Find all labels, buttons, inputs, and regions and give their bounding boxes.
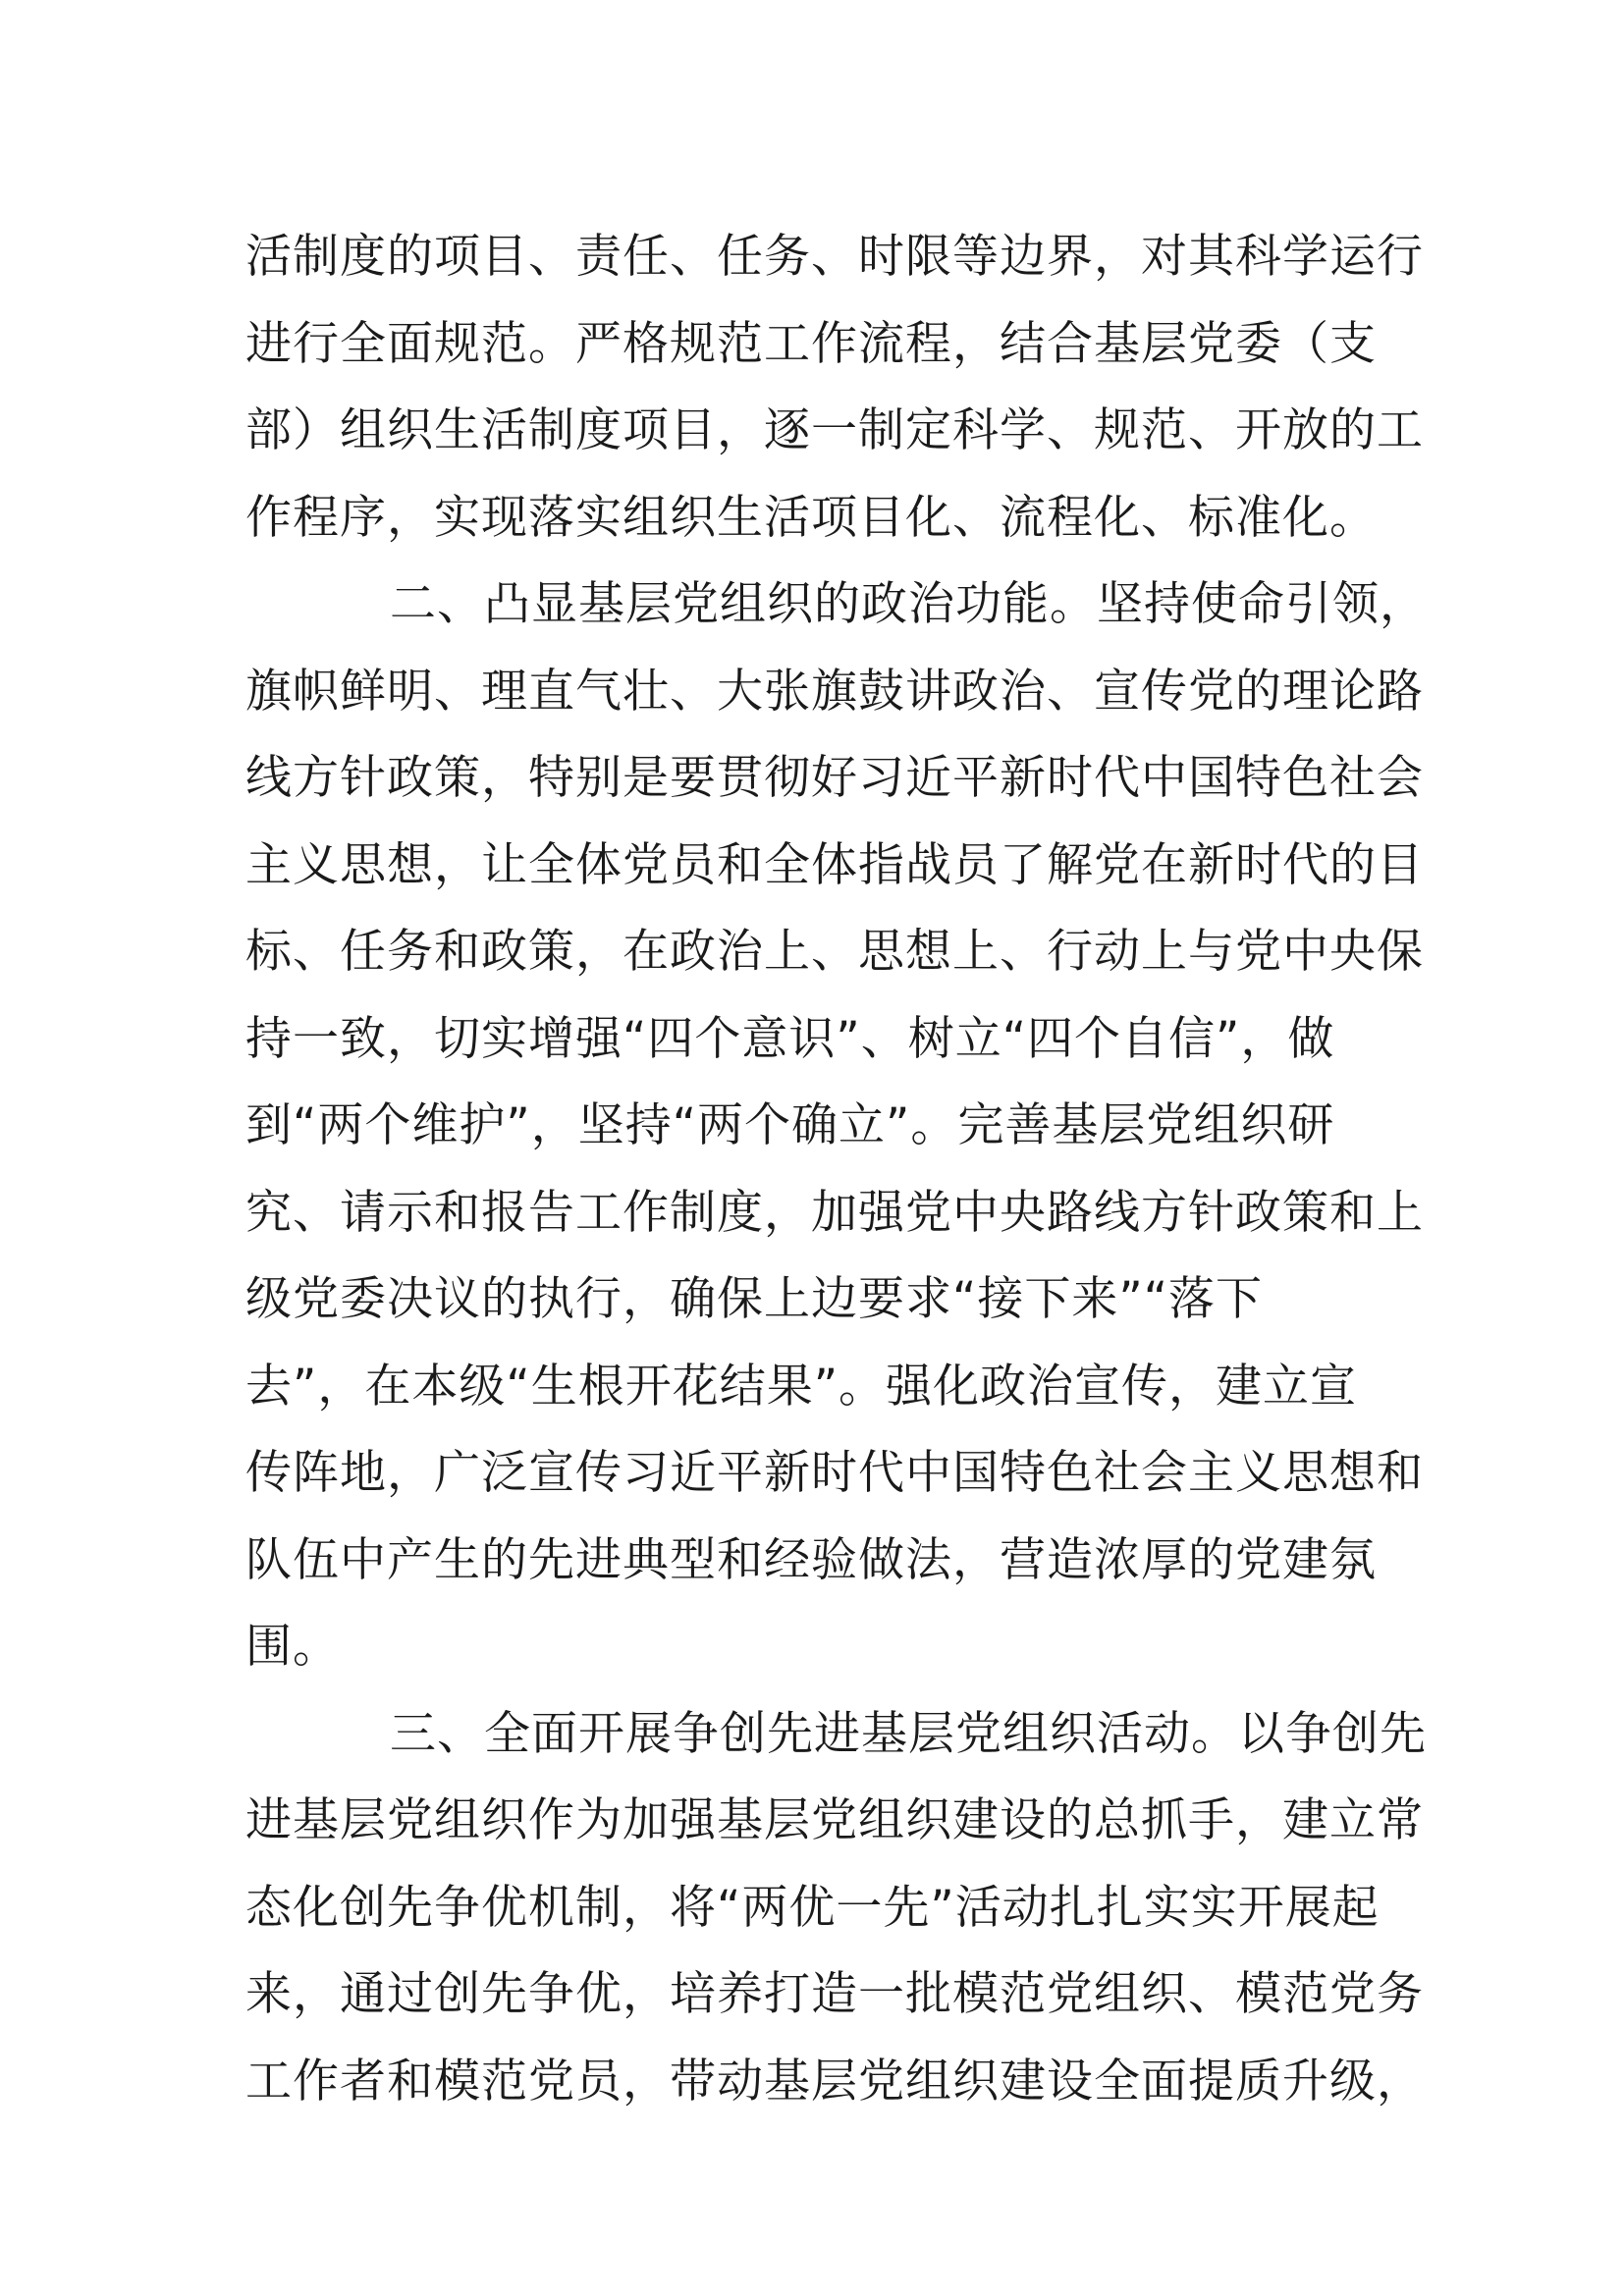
text-line: 部）组织生活制度项目，逐一制定科学、规范、开放的工 — [245, 403, 1424, 457]
text-line: 主义思想，让全体党员和全体指战员了解党在新时代的目 — [245, 837, 1424, 892]
text-line: 来，通过创先争优，培养打造一批模范党组织、模范党务 — [245, 1967, 1424, 2021]
text-line: 进基层党组织作为加强基层党组织建设的总抓手，建立常 — [245, 1793, 1424, 1847]
document-body — [245, 214, 1427, 2125]
text-line: 工作者和模范党员，带动基层党组织建设全面提质升级， — [245, 2054, 1424, 2109]
text-line: 级党委决议的执行，确保上边要求“接下来”“落下 — [245, 1272, 1264, 1326]
text-line: 队伍中产生的先进典型和经验做法，营造浓厚的党建氛 — [245, 1532, 1377, 1587]
text-line: 态化创先争优机制，将“两优一先”活动扎扎实实开展起 — [245, 1880, 1380, 1935]
text-line: 持一致，切实增强“四个意识”、树立“四个自信”，做 — [245, 1011, 1335, 1066]
section-2-heading-line: 二、凸显基层党组织的政治功能。坚持使命引领， — [390, 577, 1427, 631]
text-line: 活制度的项目、责任、任务、时限等边界，对其科学运行 — [245, 230, 1424, 284]
text-line: 传阵地，广泛宣传习近平新时代中国特色社会主义思想和 — [245, 1446, 1424, 1500]
text-line: 作程序，实现落实组织生活项目化、流程化、标准化。 — [245, 490, 1377, 545]
text-line: 到“两个维护”，坚持“两个确立”。完善基层党组织研 — [245, 1098, 1335, 1152]
text-line: 究、请示和报告工作制度，加强党中央路线方针政策和上 — [245, 1185, 1424, 1240]
text-line: 围。 — [245, 1620, 340, 1674]
text-line: 进行全面规范。严格规范工作流程，结合基层党委（支 — [245, 316, 1377, 371]
text-line: 标、任务和政策，在政治上、思想上、行动上与党中央保 — [245, 925, 1424, 979]
text-line: 去”，在本级“生根开花结果”。强化政治宣传，建立宣 — [245, 1359, 1358, 1414]
text-line: 线方针政策，特别是要贯彻好习近平新时代中国特色社会 — [245, 751, 1424, 805]
section-3-heading-line: 三、全面开展争创先进基层党组织活动。以争创先 — [390, 1706, 1427, 1761]
text-line: 旗帜鲜明、理直气壮、大张旗鼓讲政治、宣传党的理论路 — [245, 664, 1424, 719]
